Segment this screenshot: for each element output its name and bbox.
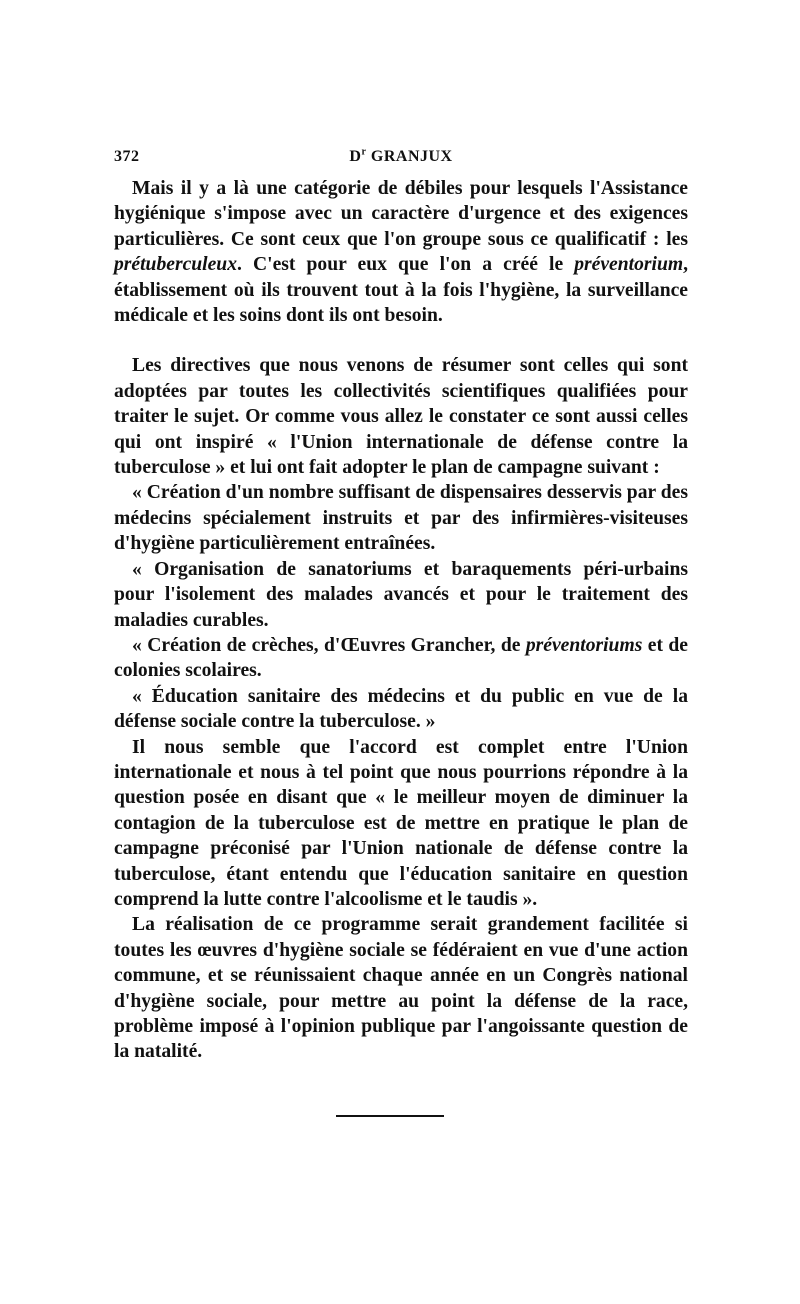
italic-term: préventorium [574, 254, 684, 276]
text-span: Mais il y a là une catégorie de débiles pour lesquels l'Assistance hygiénique s'impose avec un caractère d'urgence et des exigences particulières. Ce sont ceux que l'on groupe sous ce qualificatif : les [114, 178, 688, 250]
text-span: , établissement où ils trouvent tout à la fois l'hygiène, la surveillance médicale et les soins dont ils ont besoin. [114, 254, 688, 327]
end-rule [336, 1115, 444, 1117]
paragraph-dispensaires: « Création d'un nombre suffisant de dispensaires desservis par des médecins spécialement instruits et par des infirmières-visiteuses d'hygiène particulièrement entraînées. [114, 482, 688, 555]
paragraph-creches [114, 633, 688, 684]
body-text [114, 176, 688, 1065]
paragraph-directives: Les directives que nous venons de résumer sont celles qui sont adoptées par toutes les collectivités scientifiques qualifiées pour traiter le sujet. Or comme vous allez le constater ce sont aussi celles qui ont inspiré « l'Union internationale de défense contre la tuberculose » et lui ont fait adopter le plan de campagne suivant : [114, 355, 688, 479]
text-span: . C'est pour eux que l'on a créé le [237, 254, 575, 276]
text-span: « Création de crèches, d'Œuvres Grancher, de [132, 634, 526, 656]
text-span: et de colonies scolaires. [114, 634, 688, 682]
book-page [114, 148, 688, 1117]
paragraph-education: « Éducation sanitaire des médecins et du public en vue de la défense sociale contre la tuberculose. » [114, 685, 688, 733]
author-name: GRANJUX [370, 148, 453, 165]
running-head [114, 148, 688, 172]
page-number: 372 [114, 148, 140, 165]
author-prefix-superscript: r [361, 146, 367, 158]
paragraph-pretuberculeux [114, 176, 688, 328]
author-prefix: D [349, 148, 362, 165]
italic-term: préventoriums [525, 634, 643, 656]
author-header [114, 148, 688, 166]
paragraph-sanatoriums: « Organisation de sanatoriums et baraquements péri-urbains pour l'isolement des malades avancés et pour le traitement des maladies curables. [114, 558, 688, 631]
paragraph-accord: Il nous semble que l'accord est complet entre l'Union internationale et nous à tel point que nous pourrions répondre à la question posée en disant que « le meilleur moyen de diminuer la contagion de la tuberculose est de mettre en pratique le plan de campagne préconisé par l'Union nationale de défense contre la tuberculose, étant entendu que l'éducation sanitaire en question comprend la lutte contre l'alcoolisme et le taudis ». [114, 736, 688, 910]
italic-term: prétuberculeux [114, 254, 238, 276]
paragraph-realisation: La réalisation de ce programme serait grandement facilitée si toutes les œuvres d'hygiène sociale se fédéraient en vue d'une action commune, et se réunissaient chaque année en un Congrès national d'hygiène sociale, pour mettre au point la défense de la race, problème imposé à l'opinion publique par l'angoissante question de la natalité. [114, 914, 688, 1063]
